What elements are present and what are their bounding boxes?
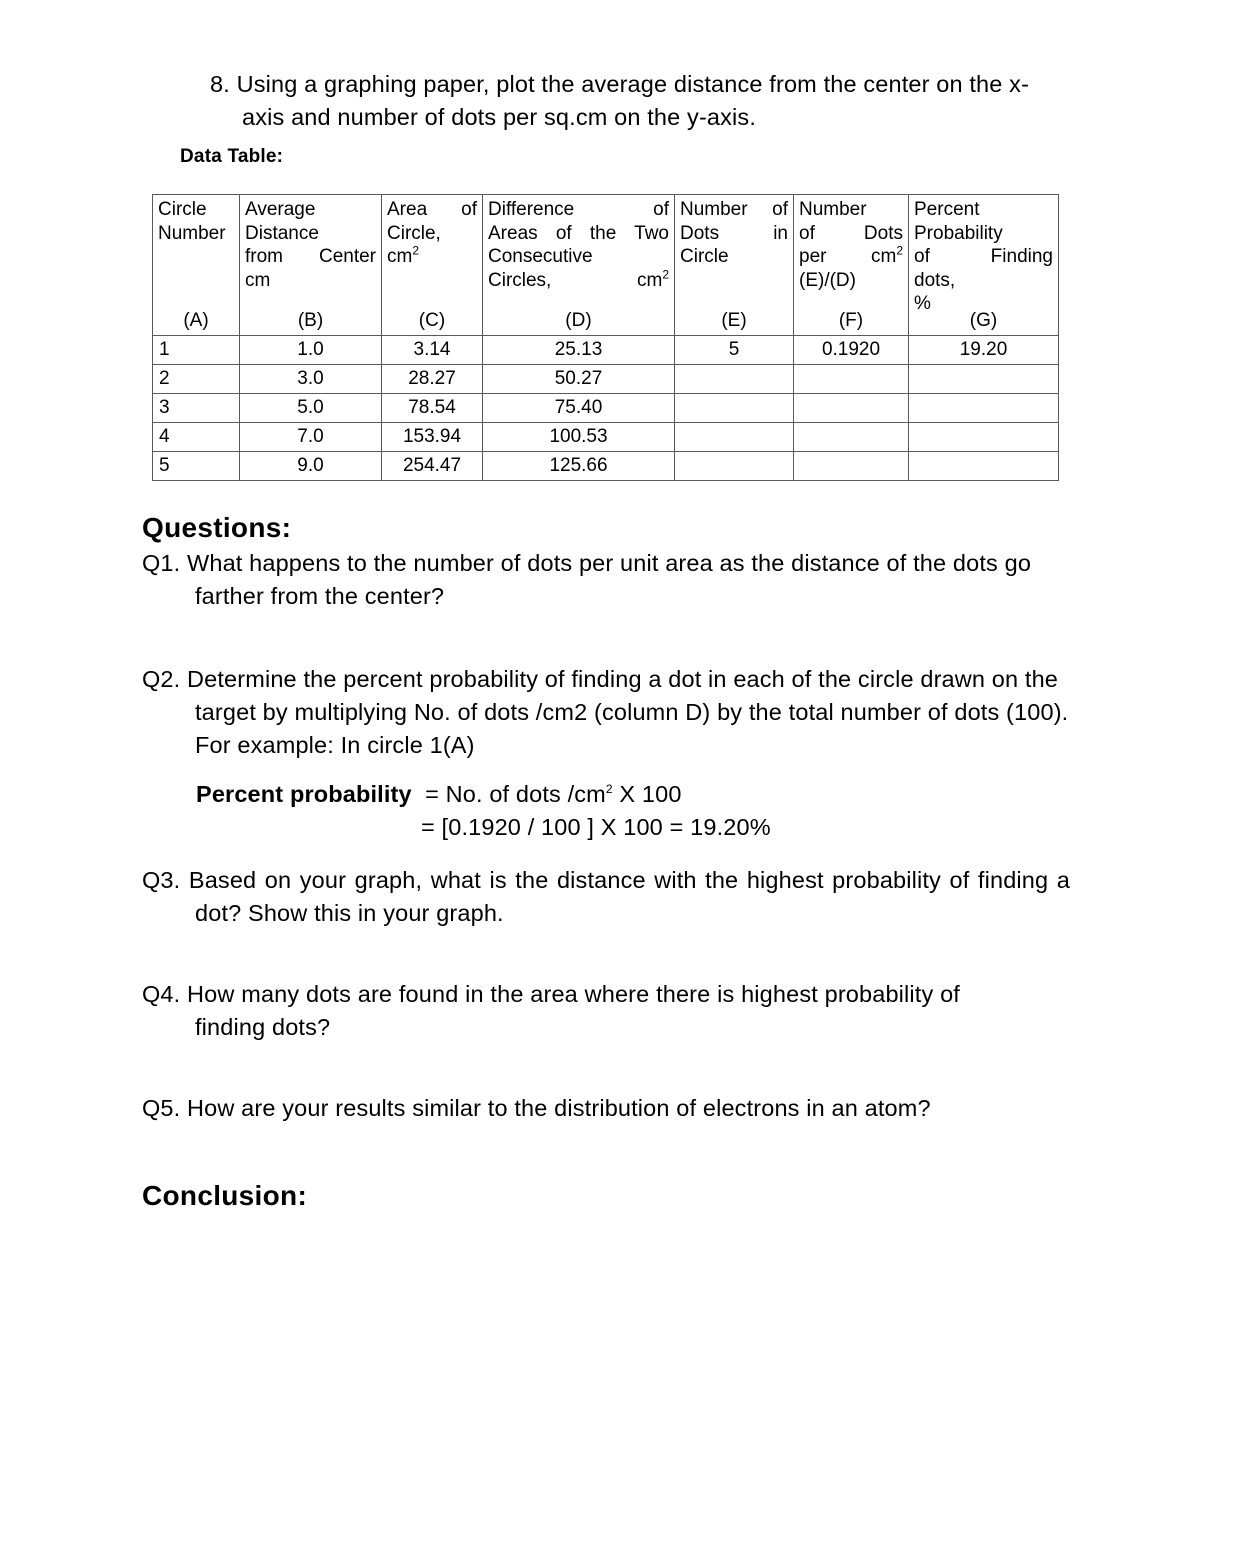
cell-average-distance: 1.0 (240, 336, 382, 365)
table-header-difference-of-areas (483, 195, 675, 336)
question-id: Q2. (142, 666, 181, 692)
cell-area-of-circle: 28.27 (382, 365, 483, 394)
data-table (152, 194, 1059, 481)
cell-number-of-dots (675, 394, 794, 423)
header-text: Number of Dots per $cm^2$ (E)/(D) (799, 199, 903, 291)
cell-difference-of-areas: 75.40 (483, 394, 675, 423)
cell-dots-per-cm2 (794, 365, 909, 394)
question-text: What happens to the number of dots per unit area as the distance of the dots go farther from the center? (187, 550, 1032, 609)
cell-area-of-circle: 254.47 (382, 452, 483, 481)
header-letter: (D) (565, 309, 592, 331)
cell-average-distance: 5.0 (240, 394, 382, 423)
cell-area-of-circle: 153.94 (382, 423, 483, 452)
question-q2 (142, 663, 1070, 762)
cell-circle-number: 2 (153, 365, 240, 394)
table-header-number-of-dots-per-cm2 (794, 195, 909, 336)
header-letter: (E) (721, 309, 747, 331)
cell-circle-number: 4 (153, 423, 240, 452)
question-q3 (142, 864, 1070, 930)
question-id: Q1. (142, 550, 181, 576)
instruction-text: Using a graphing paper, plot the average distance from the center on the x-axis and number of dots per sq.cm on the y-axis. (236, 71, 1030, 130)
table-header-percent-probability (909, 195, 1059, 336)
percent-probability-formula (196, 778, 771, 844)
formula-line-2: = [0.1920 / 100 ] X 100 = 19.20% (421, 814, 771, 840)
table-header-circle-number (153, 195, 240, 336)
question-text: How many dots are found in the area where there is highest probability of finding dots? (187, 981, 960, 1040)
header-text: Difference of Areas of the Two Consecutive Circles, $cm^2$ (488, 199, 669, 291)
data-table-label: Data Table: (180, 146, 284, 167)
cell-circle-number: 3 (153, 394, 240, 423)
table-header-area-of-circle (382, 195, 483, 336)
table-row (153, 452, 1059, 481)
cell-percent-probability (909, 365, 1059, 394)
conclusion-heading: Conclusion: (142, 1180, 308, 1211)
table-row (153, 423, 1059, 452)
question-q5 (142, 1092, 1042, 1125)
header-text: Percent Probability of Finding dots, % (914, 199, 1053, 314)
instruction-number: 8. (210, 71, 230, 97)
header-letter: (G) (969, 309, 998, 331)
table-header-number-of-dots-in-circle (675, 195, 794, 336)
cell-difference-of-areas: 50.27 (483, 365, 675, 394)
cell-percent-probability (909, 394, 1059, 423)
question-id: Q4. (142, 981, 181, 1007)
header-letter: (B) (297, 309, 324, 331)
cell-number-of-dots (675, 423, 794, 452)
cell-area-of-circle: 3.14 (382, 336, 483, 365)
cell-dots-per-cm2 (794, 423, 909, 452)
cell-percent-probability (909, 452, 1059, 481)
question-text: Based on your graph, what is the distance with the highest probability of finding a dot? Show this in your graph. (188, 867, 1070, 926)
table-body (153, 336, 1059, 481)
cell-circle-number: 1 (153, 336, 240, 365)
question-text: Determine the percent probability of finding a dot in each of the circle drawn on the target by multiplying No. of dots /cm2 (column D) by the total number of dots (100). For example: In circle 1(A) (187, 666, 1069, 758)
cell-difference-of-areas: 125.66 (483, 452, 675, 481)
header-text: Circle Number (158, 199, 226, 244)
table-header-row (153, 195, 1059, 336)
superscript-two: 2 (605, 782, 613, 797)
cell-dots-per-cm2 (794, 394, 909, 423)
cell-average-distance: 3.0 (240, 365, 382, 394)
table-header-average-distance (240, 195, 382, 336)
question-text: How are your results similar to the distribution of electrons in an atom? (187, 1095, 931, 1121)
header-letter: (A) (183, 309, 209, 331)
cell-average-distance: 7.0 (240, 423, 382, 452)
formula-label: Percent probability (196, 781, 412, 807)
cell-difference-of-areas: 100.53 (483, 423, 675, 452)
cell-percent-probability (909, 423, 1059, 452)
cell-difference-of-areas: 25.13 (483, 336, 675, 365)
cell-dots-per-cm2 (794, 452, 909, 481)
question-q4 (142, 978, 960, 1044)
question-id: Q3. (142, 867, 181, 893)
header-letter: (F) (838, 309, 864, 331)
questions-heading: Questions: (142, 512, 292, 543)
cell-average-distance: 9.0 (240, 452, 382, 481)
table-row (153, 365, 1059, 394)
cell-number-of-dots: 5 (675, 336, 794, 365)
header-text: Average Distance from Center cm (245, 199, 376, 291)
formula-line-1: = No. of dots $/cm^2$ X 100 (425, 781, 682, 807)
cell-dots-per-cm2: 0.1920 (794, 336, 909, 365)
question-id: Q5. (142, 1095, 181, 1121)
header-text: Number of Dots in Circle (680, 199, 788, 267)
cell-circle-number: 5 (153, 452, 240, 481)
data-table-wrapper (152, 194, 1058, 481)
cell-number-of-dots (675, 365, 794, 394)
header-text: Area of Circle, $cm^2$ (387, 199, 477, 267)
cell-percent-probability: 19.20 (909, 336, 1059, 365)
question-q1 (142, 547, 1032, 613)
cell-number-of-dots (675, 452, 794, 481)
instruction-item-8 (210, 68, 1055, 134)
table-row (153, 336, 1059, 365)
cell-area-of-circle: 78.54 (382, 394, 483, 423)
header-letter: (C) (418, 309, 446, 331)
table-row (153, 394, 1059, 423)
